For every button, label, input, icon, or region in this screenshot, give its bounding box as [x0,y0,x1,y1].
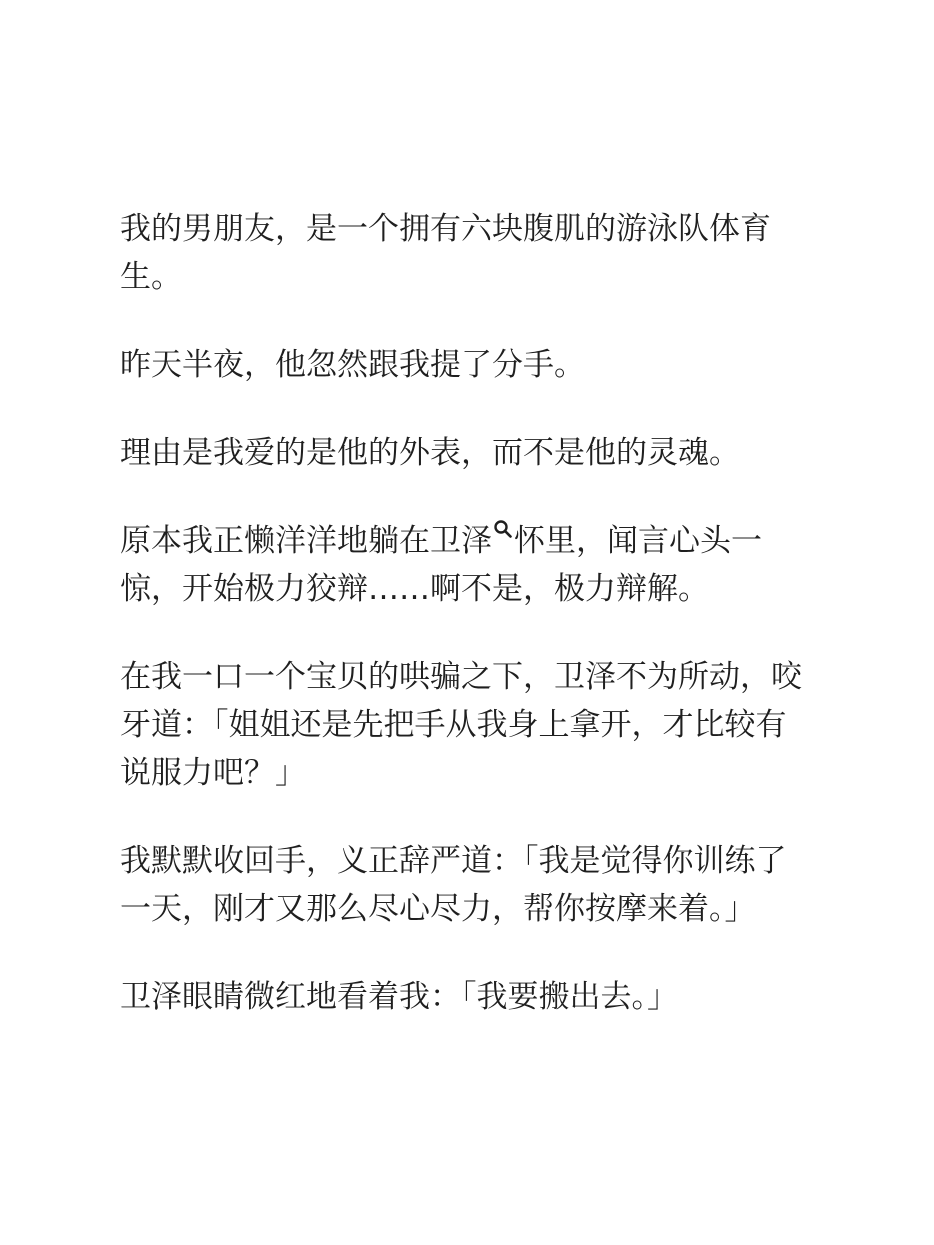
search-icon[interactable] [493,519,513,539]
paragraph-3: 理由是我爱的是他的外表，而不是他的灵魂。 [120,435,740,471]
paragraph-4-text-after: 怀里，闻言心头一惊，开始极力狡辩……啊不是，极力辩解。 [120,523,762,607]
paragraph-4 [120,517,810,613]
paragraph-4-text-before: 原本我正懒洋洋地躺在卫泽 [120,523,492,559]
paragraph-7: 卫泽眼睛微红地看着我：「我要搬出去。」 [120,979,678,1015]
paragraph-2: 昨天半夜，他忽然跟我提了分手。 [120,347,585,383]
paragraph-6: 我默默收回手，义正辞严道：「我是觉得你训练了一天，刚才又那么尽心尽力，帮你按摩来着。」 [120,843,787,927]
paragraph-5: 在我一口一个宝贝的哄骗之下，卫泽不为所动，咬牙道：「姐姐还是先把手从我身上拿开，才比较有说服力吧？」 [120,659,802,791]
paragraph-1: 我的男朋友，是一个拥有六块腹肌的游泳队体育生。 [120,211,771,295]
article-body [120,205,810,1061]
